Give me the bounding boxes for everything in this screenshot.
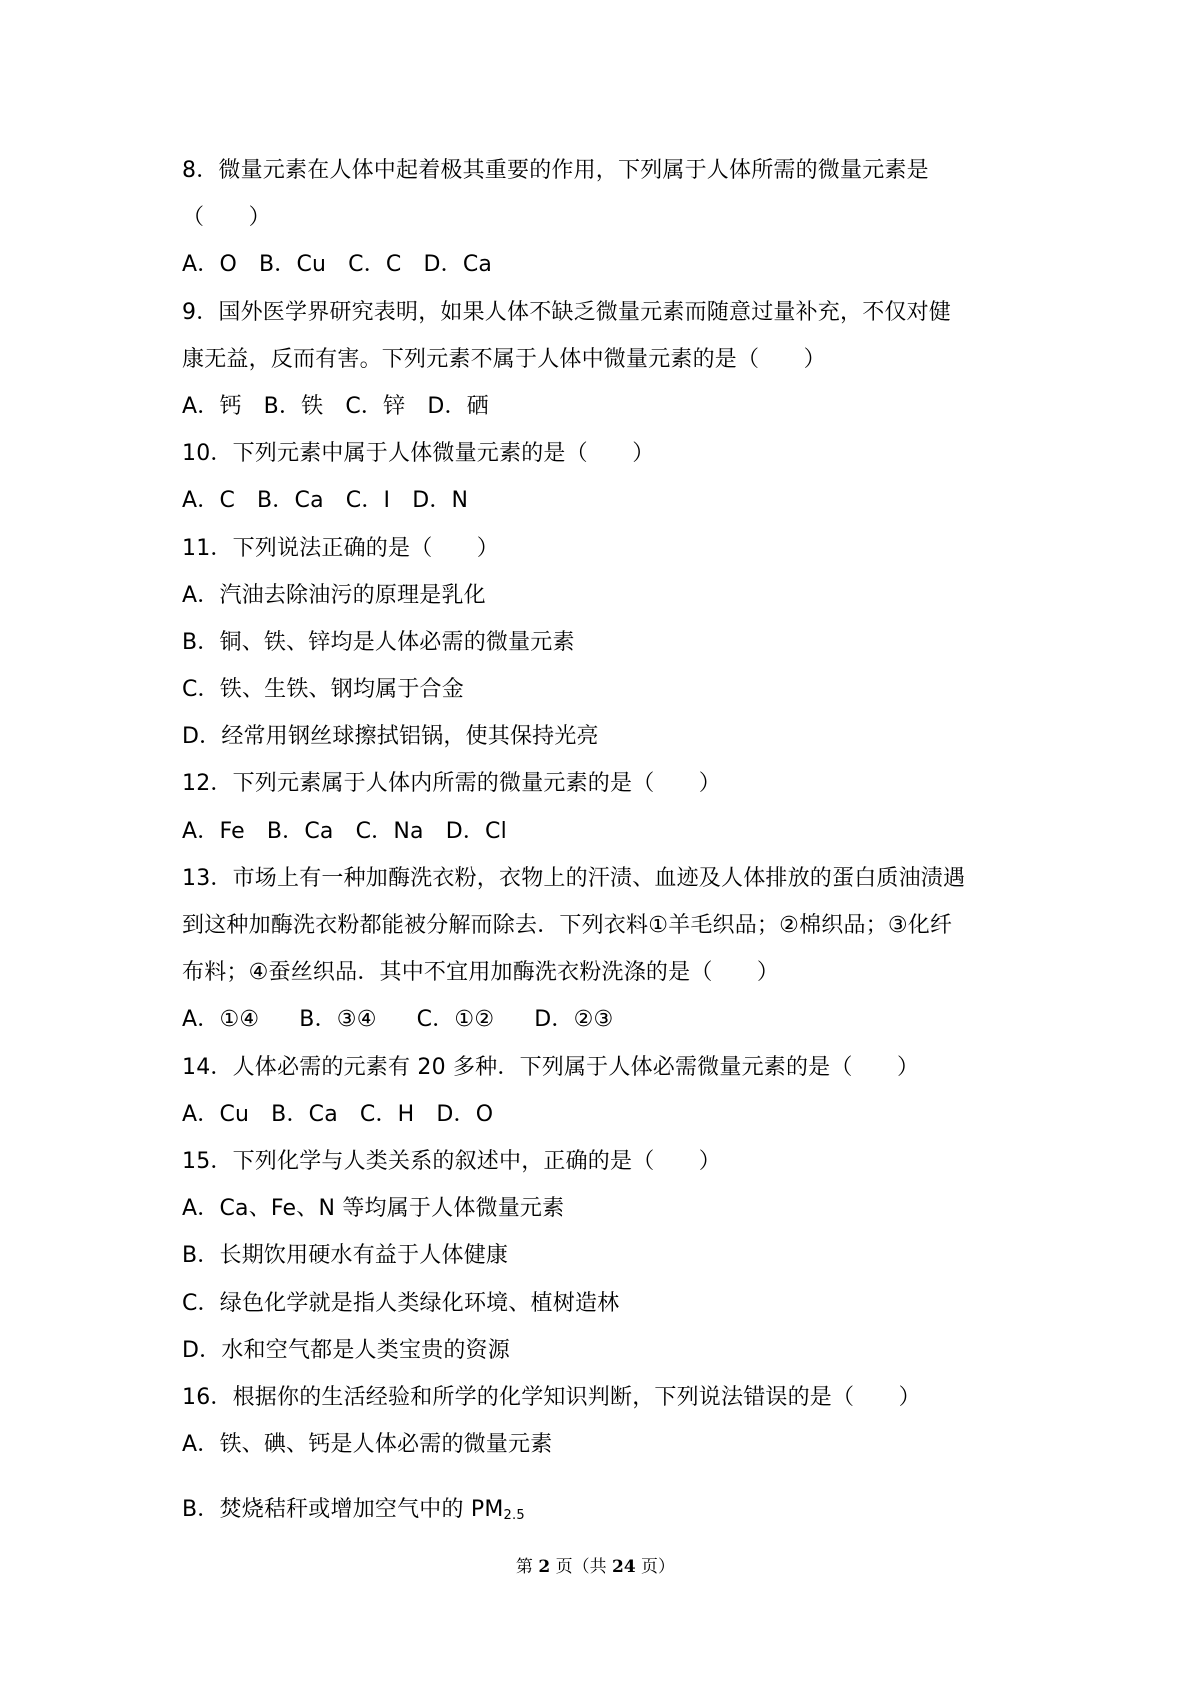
answer-option: D．O [436,1101,494,1127]
option-line [182,241,1042,288]
question-block [182,289,1042,431]
answer-option: A．Ca、Fe、N 等均属于人体微量元素 [182,1196,565,1222]
question-stem-line: 15．下列化学与人类关系的叙述中，正确的是（ ） [182,1148,721,1174]
option-line [182,1232,1042,1279]
option-line [182,383,1042,430]
answer-option: C．锌 [345,393,406,419]
option-line [182,1091,1042,1138]
answer-option: A．C [182,488,236,514]
question-stem-line: 布料；④蚕丝织品．其中不宜用加酶洗衣粉洗涤的是（ ） [182,960,780,986]
question-block [182,147,1042,289]
option-line [182,1421,1042,1468]
answer-option: C．①② [416,1007,495,1033]
question-stem-line: 14．人体必需的元素有 20 多种．下列属于人体必需微量元素的是（ ） [182,1054,920,1080]
answer-option: D．Ca [423,252,493,278]
answer-option: A．汽油去除油污的原理是乳化 [182,582,486,608]
question-stem-line: 8．微量元素在人体中起着极其重要的作用，下列属于人体所需的微量元素是 [182,158,929,183]
answer-option: B．Ca [257,488,324,514]
answer-option: B．Ca [271,1101,338,1127]
answer-option: A．铁、碘、钙是人体必需的微量元素 [182,1432,553,1458]
answer-option: B．铁 [263,393,324,419]
option-text: B．焚烧秸秆或增加空气中的 PM [182,1497,504,1522]
answer-option: D．水和空气都是人类宝贵的资源 [182,1337,510,1363]
answer-option: C．I [345,488,391,514]
question-stem-line: （ ） [182,205,271,231]
answer-option: D．②③ [534,1007,614,1033]
subscript: 2.5 [503,1508,525,1523]
answer-option: A．O [182,252,237,278]
answer-option: C．Na [355,818,424,844]
question-block [182,430,1042,524]
answer-option: B．③④ [299,1007,377,1033]
question-stem-line: 16．根据你的生活经验和所学的化学知识判断，下列说法错误的是（ ） [182,1384,921,1410]
answer-option: C．C [348,252,402,278]
question-stem-line: 到这种加酶洗衣粉都能被分解而除去．下列衣料①羊毛织品；②棉织品；③化纤 [182,913,953,938]
answer-option: B．Ca [266,818,334,844]
question-stem-line: 11．下列说法正确的是（ ） [182,535,499,561]
option-line [182,1327,1042,1374]
option-line [182,1280,1042,1327]
answer-option: B．铜、铁、锌均是人体必需的微量元素 [182,629,575,655]
page-number: 2 [538,1557,551,1577]
question-block [182,1044,1042,1138]
question-block [182,1138,1042,1374]
answer-option: C．H [359,1101,415,1127]
option-line [182,572,1042,619]
option-line [182,713,1042,760]
option-line [182,1185,1042,1232]
answer-option: A．①④ [182,1007,260,1033]
footer-text: 页） [635,1557,676,1577]
answer-option: D．硒 [427,393,489,419]
question-list [182,147,1042,1468]
question-block [182,855,1042,1044]
answer-option: B．Cu [258,252,327,278]
question-block [182,760,1042,854]
footer-text: 页（共 [550,1557,612,1577]
answer-option: C．铁、生铁、钢均属于合金 [182,677,464,703]
answer-option: D．N [412,488,469,514]
option-line [182,808,1042,855]
question-stem-line: 10．下列元素中属于人体微量元素的是（ ） [182,441,655,467]
question-block [182,525,1042,761]
option-line [182,1486,525,1533]
answer-option: A．Fe [182,818,245,844]
answer-option: D．经常用钢丝球擦拭铝锅，使其保持光亮 [182,724,599,750]
option-line [182,477,1042,524]
answer-option: B．长期饮用硬水有益于人体健康 [182,1243,509,1269]
answer-option: C．绿色化学就是指人类绿化环境、植树造林 [182,1290,620,1316]
question-stem-line: 12．下列元素属于人体内所需的微量元素的是（ ） [182,771,721,797]
page-footer [0,1552,1191,1577]
option-line [182,666,1042,713]
answer-option: D．Cl [445,818,507,844]
question-stem-line: 9．国外医学界研究表明，如果人体不缺乏微量元素而随意过量补充，不仅对健 [182,299,951,325]
question-stem-line: 康无益，反而有害。下列元素不属于人体中微量元素的是（ ） [182,346,826,372]
answer-option: A．钙 [182,393,242,419]
option-line [182,996,1042,1043]
answer-option: A．Cu [182,1101,250,1127]
total-pages: 24 [611,1557,636,1577]
question-block [182,1374,1042,1468]
footer-text: 第 [515,1557,539,1577]
option-line [182,619,1042,666]
question-stem-line: 13．市场上有一种加酶洗衣粉，衣物上的汗渍、血迹及人体排放的蛋白质油渍遇 [182,865,966,891]
